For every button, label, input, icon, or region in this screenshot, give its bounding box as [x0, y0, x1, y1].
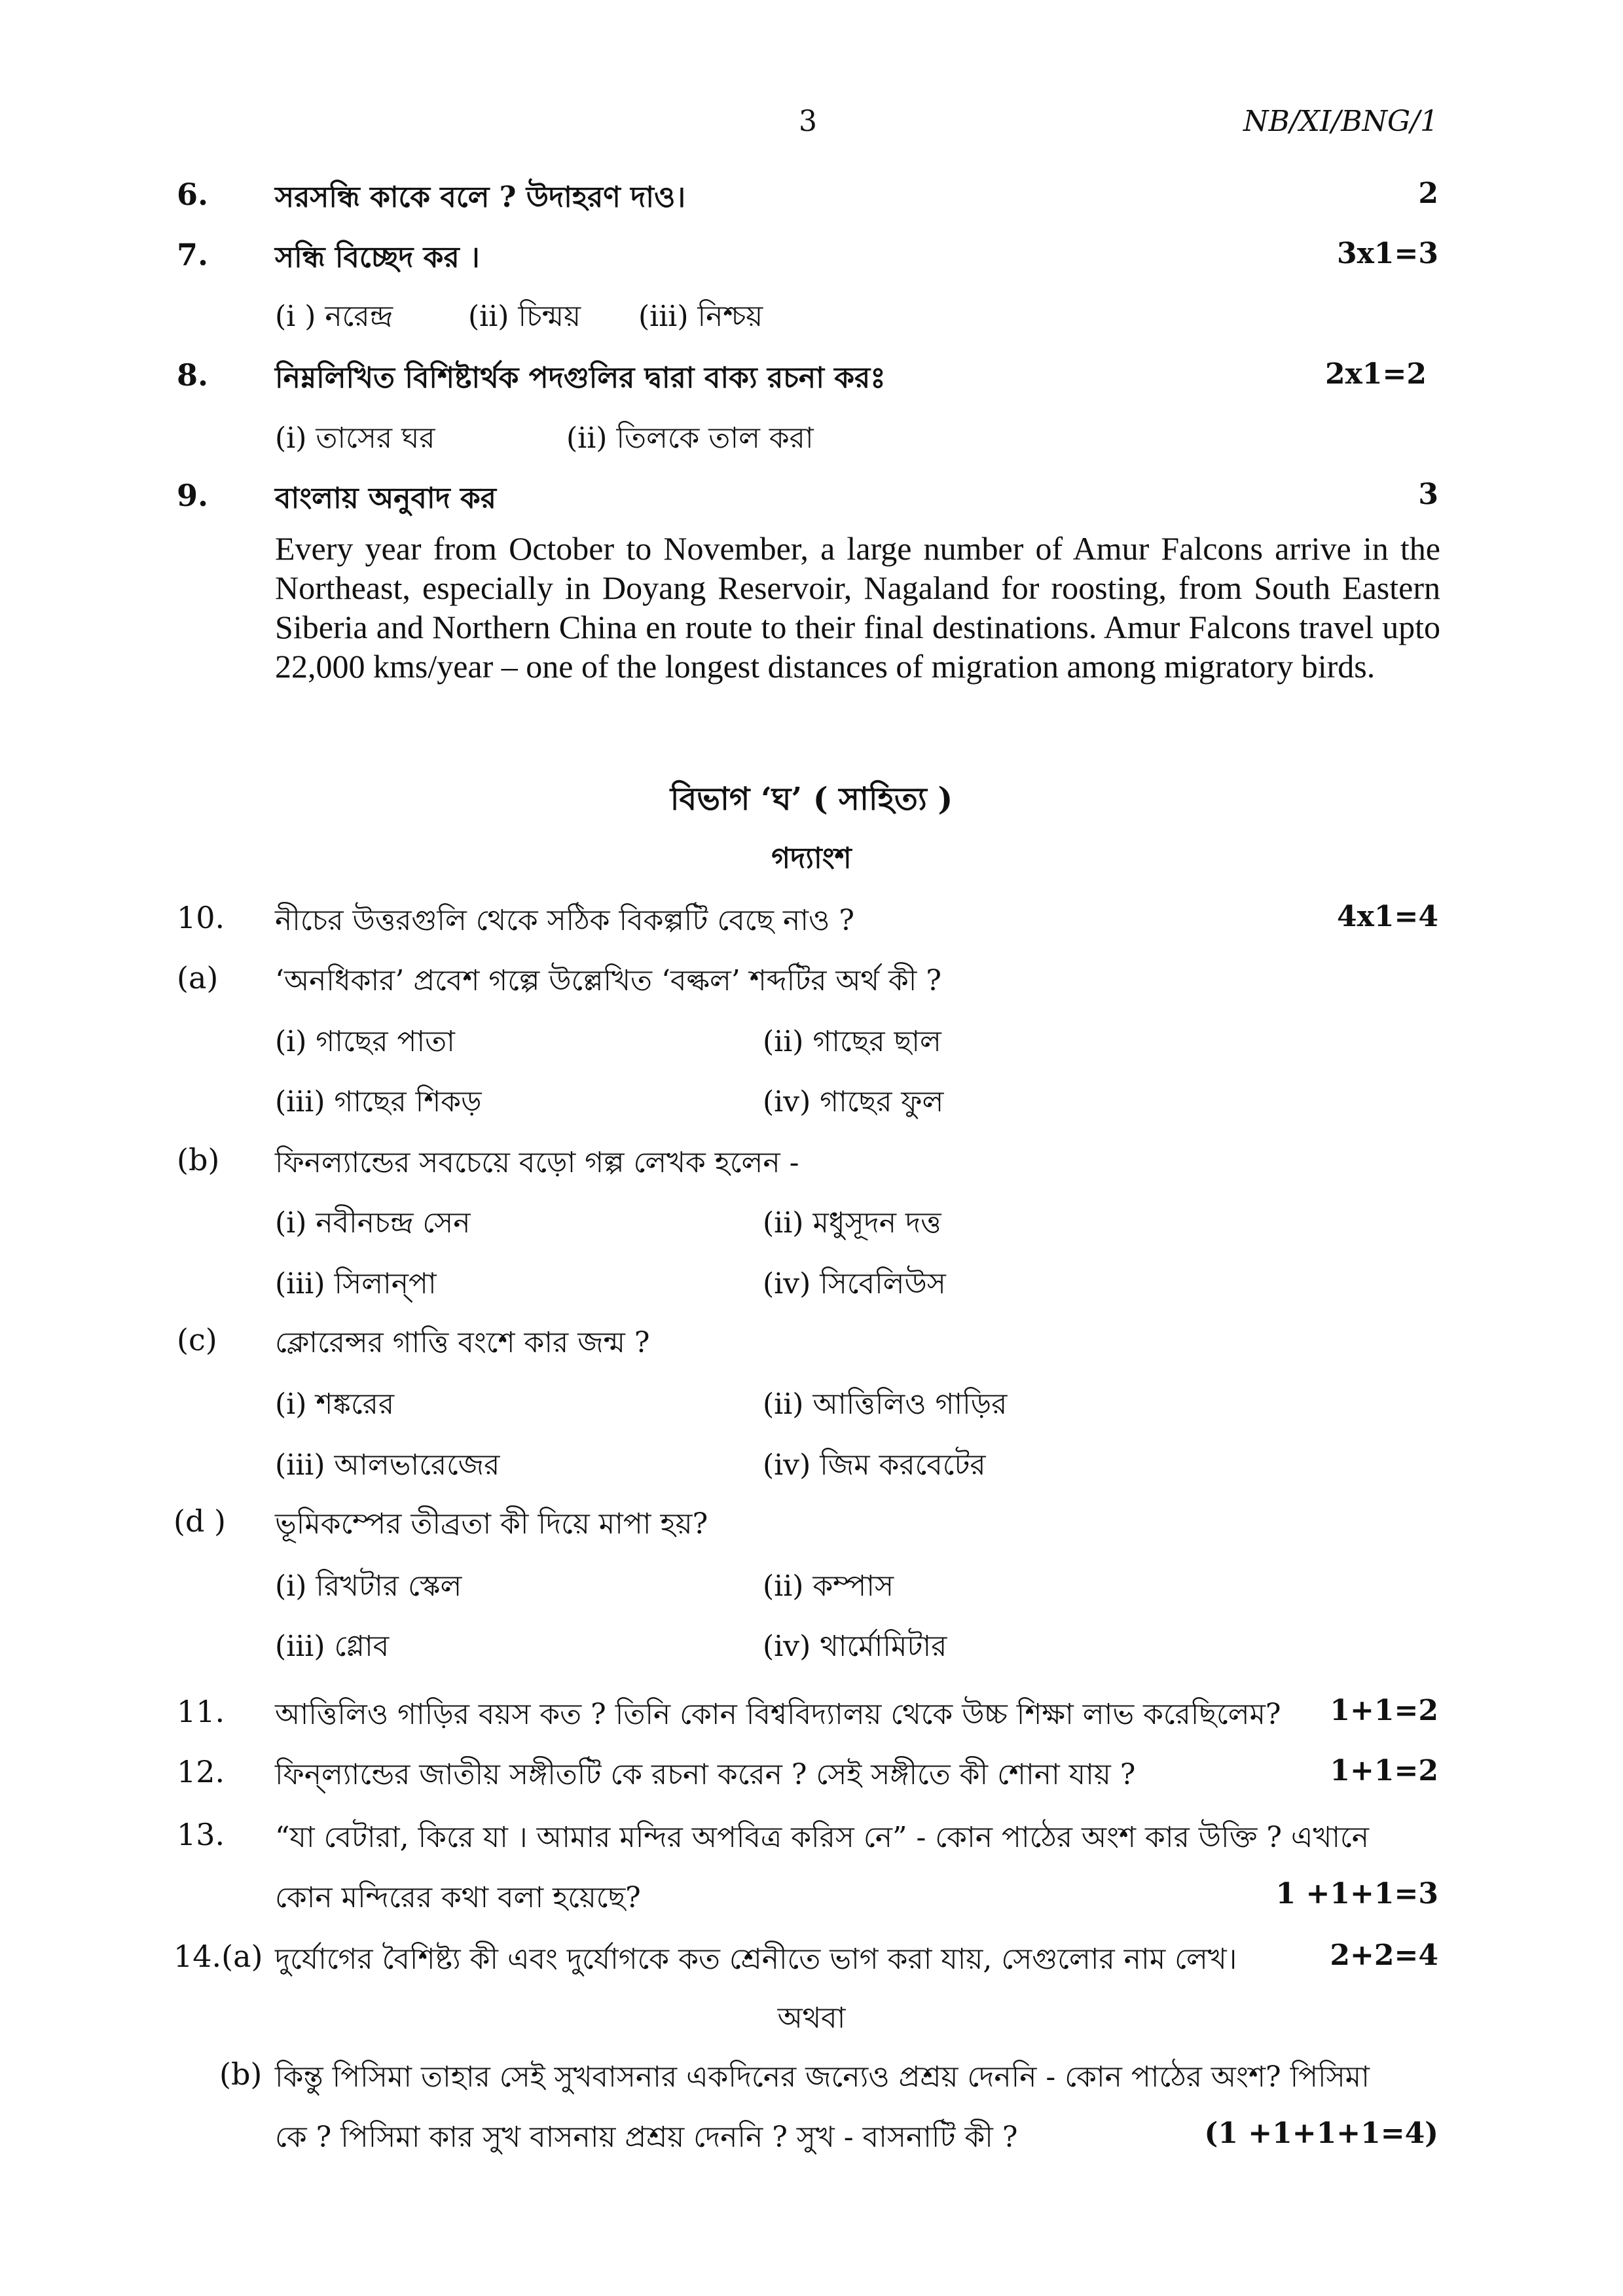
q10a-label: (a): [177, 960, 219, 996]
q14b-marks: (1 +1+1+1=4): [1204, 2117, 1438, 2150]
q10b-option: (iv) সিবেলিউস: [763, 1267, 946, 1300]
q10d-option: (iii) গ্লোব: [275, 1630, 390, 1663]
document-code: NB/XI/BNG/1: [1243, 105, 1438, 138]
or-separator: অথবা: [777, 2001, 846, 2035]
q10c-option: (iii) আলভারেজের: [275, 1448, 500, 1482]
q7-option: (i ) নরেন্দ্র: [275, 300, 393, 333]
q14a-marks: 2+2=4: [1330, 1939, 1438, 1972]
q10b-option: (ii) মধুসূদন দত্ত: [763, 1206, 941, 1240]
q9-number: 9.: [177, 478, 209, 513]
section-subtitle: গদ্যাংশ: [771, 842, 852, 875]
q10a-option: (iii) গাছের শিকড়: [275, 1085, 482, 1119]
q11-marks: 1+1=2: [1330, 1694, 1438, 1727]
q10b-text: ফিনল্যান্ডের সবচেয়ে বড়ো গল্প লেখক হলেন -: [275, 1146, 799, 1179]
q7-option: (ii) চিন্ময়: [468, 300, 581, 333]
q6-text: সরসন্ধি কাকে বলে ? উদাহরণ দাও।: [275, 181, 686, 214]
q11-text: আত্তিলিও গাড়ির বয়স কত ? তিনি কোন বিশ্ববিদ্যালয় থেকে উচ্চ শিক্ষা লাভ করেছিলেম?: [275, 1698, 1281, 1731]
q14a-number: 14.(a): [173, 1939, 263, 1974]
q10-marks: 4x1=4: [1337, 900, 1438, 933]
section-title: বিভাগ ‘ঘ’ ( সাহিত্য ): [670, 781, 953, 817]
q10c-option: (iv) জিম করবেটের: [763, 1448, 986, 1482]
q10a-option: (ii) গাছের ছাল: [763, 1025, 941, 1058]
q8-option: (i) তাসের ঘর: [275, 422, 435, 455]
q10d-label: (d ): [173, 1503, 226, 1539]
q10c-option: (i) শঙ্করের: [275, 1388, 395, 1421]
page-number: 3: [799, 105, 817, 138]
q10d-text: ভূমিকম্পের তীব্রতা কী দিয়ে মাপা হয়?: [275, 1507, 708, 1541]
q7-marks: 3x1=3: [1337, 237, 1438, 270]
q7-option: (iii) নিশ্চয়: [638, 300, 763, 333]
q10-number: 10.: [177, 900, 225, 935]
q8-text: নিম্নলিখিত বিশিষ্টার্থক পদগুলির দ্বারা বাক্য রচনা করঃ: [275, 361, 886, 395]
q12-marks: 1+1=2: [1330, 1754, 1438, 1787]
q6-number: 6.: [177, 177, 209, 212]
q13-text-line1: “যা বেটারা, কিরে যা । আমার মন্দির অপবিত্র করিস নে” - কোন পাঠের অংশ কার উক্তি ? এখানে: [275, 1821, 1369, 1854]
q9-text: বাংলায় অনুবাদ কর: [275, 482, 497, 515]
q10d-option: (iv) থার্মোমিটার: [763, 1630, 947, 1663]
q10b-label: (b): [177, 1142, 220, 1177]
q9-marks: 3: [1418, 478, 1438, 511]
q13-number: 13.: [177, 1817, 225, 1852]
q12-text: ফিন্‌ল্যান্ডের জাতীয় সঙ্গীতটি কে রচনা করেন ? সেই সঙ্গীতে কী শোনা যায় ?: [275, 1758, 1136, 1791]
q10a-option: (iv) গাছের ফুল: [763, 1085, 944, 1119]
q10d-option: (i) রিখটার স্কেল: [275, 1570, 462, 1603]
q14b-text-line1: কিন্তু পিসিমা তাহার সেই সুখবাসনার একদিনের জন্যেও প্রশ্রয় দেননি - কোন পাঠের অংশ? পিসিমা: [275, 2060, 1370, 2094]
q8-option: (ii) তিলকে তাল করা: [566, 422, 814, 455]
q13-text-line2: কোন মন্দিরের কথা বলা হয়েছে?: [275, 1881, 641, 1914]
q7-number: 7.: [177, 237, 209, 272]
q12-number: 12.: [177, 1754, 225, 1789]
q10a-option: (i) গাছের পাতা: [275, 1025, 455, 1058]
q10c-text: ক্লোরেন্সর গাত্তি বংশে কার জন্ম ?: [275, 1326, 650, 1359]
q7-text: সন্ধি বিচ্ছেদ কর ।: [275, 241, 480, 274]
q14a-text: দুর্যোগের বৈশিষ্ট্য কী এবং দুর্যোগকে কত শ্রেনীতে ভাগ করা যায়, সেগুলোর নাম লেখ।: [275, 1943, 1237, 1976]
q13-marks: 1 +1+1=3: [1275, 1877, 1438, 1910]
q9-passage: Every year from October to November, a large number of Amur Falcons arrive in the Northeast, especially in Doyang Reservoir, Nagaland for roosting, from South Eastern Siberia and Northern China en route to their final destinations. Amur Falcons travel upto 22,000 kms/year – one of the longest distances of migration among migratory birds.: [275, 530, 1440, 685]
q10-text: নীচের উত্তরগুলি থেকে সঠিক বিকল্পটি বেছে নাও ?: [275, 904, 854, 937]
q10d-option: (ii) কম্পাস: [763, 1570, 894, 1603]
q10c-label: (c): [177, 1322, 217, 1357]
q10c-option: (ii) আত্তিলিও গাড়ির: [763, 1388, 1008, 1421]
q14b-text-line2: কে ? পিসিমা কার সুখ বাসনায় প্রশ্রয় দেননি ? সুখ - বাসনাটি কী ?: [275, 2121, 1018, 2154]
q11-number: 11.: [177, 1694, 225, 1729]
q10b-option: (i) নবীনচন্দ্র সেন: [275, 1206, 471, 1240]
q6-marks: 2: [1418, 177, 1438, 210]
q10b-option: (iii) সিলান্‌পা: [275, 1267, 437, 1300]
q14b-label: (b): [219, 2056, 263, 2092]
q10a-text: ‘অনধিকার’ প্রবেশ গল্পে উল্লেখিত ‘বল্কল’ শব্দটির অর্থ কী ?: [275, 964, 941, 997]
q8-marks: 2x1=2: [1325, 357, 1427, 391]
q8-number: 8.: [177, 357, 209, 393]
